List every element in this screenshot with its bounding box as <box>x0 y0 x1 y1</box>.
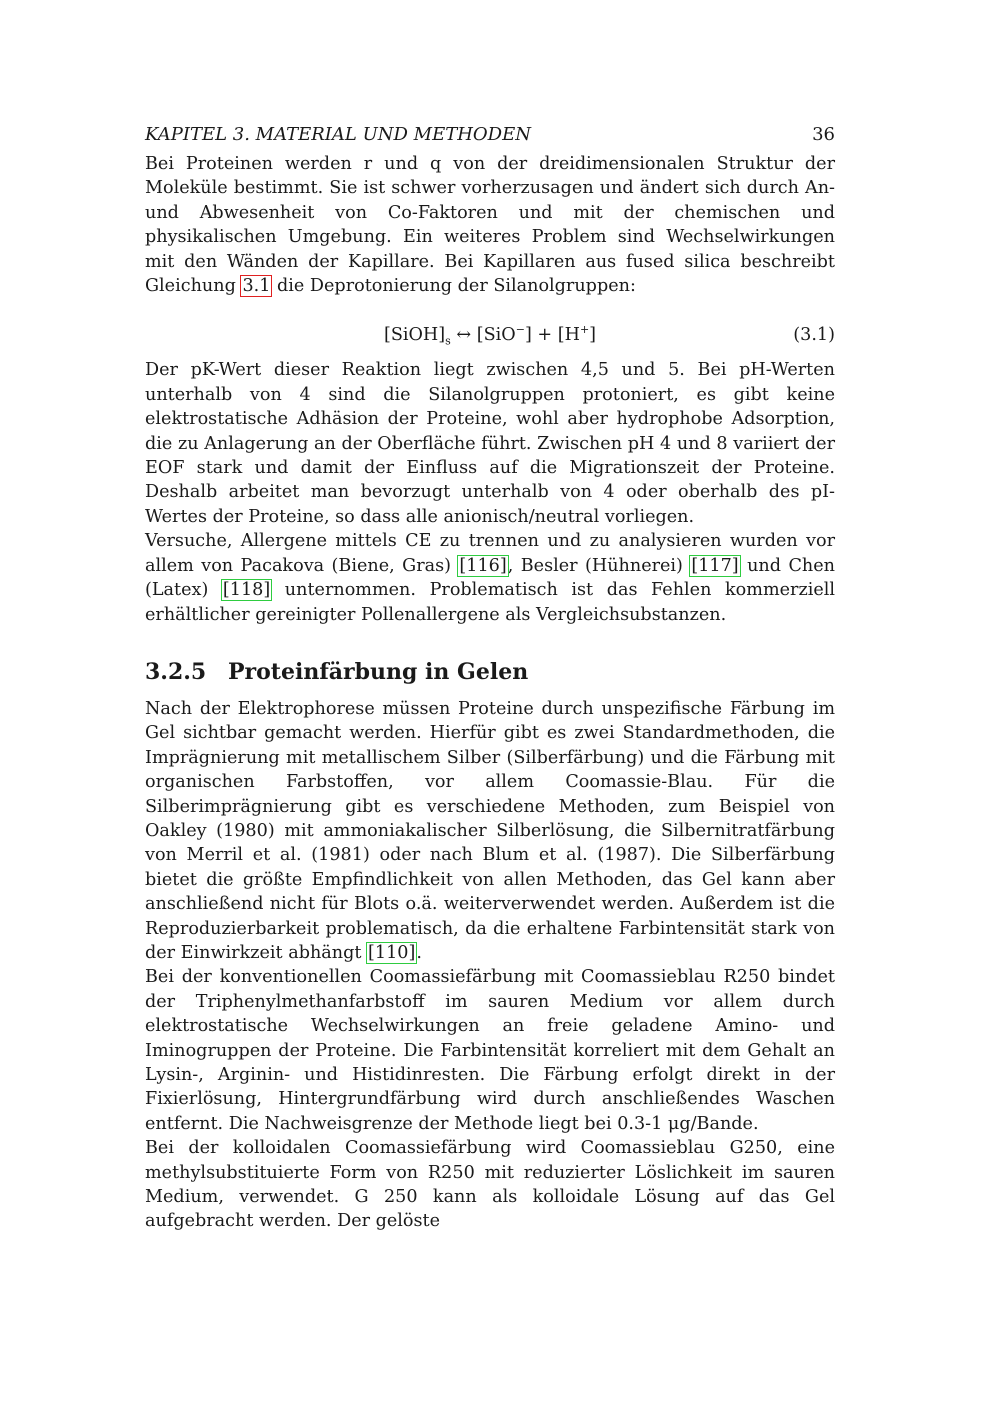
equation-3-1 <box>145 320 835 350</box>
equation-arrow: ↔ <box>450 325 477 346</box>
paragraph-text: und Chen (Latex) <box>145 555 835 601</box>
equation-formula <box>145 320 835 350</box>
equation-term: [SiO <box>476 325 516 346</box>
equation-superscript: − <box>515 323 525 337</box>
paragraph-text: Bei Proteinen werden r und q von der dreidimensionalen Struktur der Moleküle bestimmt. Sie ist schwer vorherzusagen und ändert sich durch An- und Abwesenheit von Co-Faktoren und mit der chemischen und physikalischen Umgebung. Ein weiteres Problem sind Wechselwirkungen mit den Wänden der Kapillare. Bei Kapillaren aus fused silica beschreibt Gleichung <box>145 154 835 297</box>
paragraph-text: , Besler (Hühnerei) <box>507 555 691 576</box>
paragraph-text: . <box>416 942 422 963</box>
paragraph-text: die Deprotonierung der Silanolgruppen: <box>271 276 636 297</box>
equation-subscript: s <box>445 334 451 348</box>
citation-link-117[interactable]: [117] <box>691 555 739 576</box>
running-header <box>145 118 835 152</box>
paragraph-staining-methods <box>145 697 835 965</box>
paragraph-text: Versuche, Allergene mittels CE zu trennen und zu analysieren wurden vor allem von Pacakova (Biene, Gras) <box>145 531 835 576</box>
section-title: Proteinfärbung in Gelen <box>228 658 529 685</box>
equation-lhs: [SiOH] <box>383 325 446 346</box>
paragraph-text: Nach der Elektrophorese müssen Proteine durch unspezifische Färbung im Gel sichtbar gemacht werden. Hierfür gibt es zwei Standardmethoden, die Imprägnierung mit metallischem Silber (Silberfärbung) und die Färbung mit organischen Farbstoffen, vor allem Coomassie-Blau. Für die Silberimprägnierung gibt es verschiedene Methoden, zum Beispiel von Oakley (1980) mit ammoniakalischer Silberlösung, die Silbernitratfärbung von Merril et al. (1981) oder nach Blum et al. (1987). Die Silberfärbung bietet die größte Empfindlichkeit von allen Methoden, das Gel kann aber anschließend nicht für Blots o.ä. weiterverwendet werden. Außerdem ist die Reproduzierbarkeit problematisch, da die erhaltene Farbintensität stark von der Einwirkzeit abhängt <box>145 698 835 963</box>
equation-reference-link[interactable]: 3.1 <box>242 276 271 297</box>
paragraph-protein-structure <box>145 152 835 298</box>
equation-superscript: + <box>579 323 590 337</box>
equation-term: ] + [H <box>524 325 580 346</box>
paragraph-coomassie-conventional: Bei der konventionellen Coomassiefärbung mit Coomassieblau R250 bindet der Triphenylmethanfarbstoff im sauren Medium vor allem durch elektrostatische Wechselwirkungen an freie geladene Amino- und Iminogruppen der Proteine. Die Farbintensität korreliert mit dem Gehalt an Lysin-, Arginin- und Histidinresten. Die Färbung erfolgt direkt in der Fixierlösung, Hintergrundfärbung wird durch anschließendes Waschen entfernt. Die Nachweisgrenze der Methode liegt bei 0.3-1 μg/Bande. <box>145 967 835 1134</box>
equation-number: (3.1) <box>793 325 835 346</box>
section-number: 3.2.5 <box>145 658 207 685</box>
citation-link-110[interactable]: [110] <box>368 942 416 963</box>
paragraph-allergen-ce <box>145 529 835 627</box>
page-number: 36 <box>812 124 835 145</box>
document-page <box>145 118 835 1234</box>
section-heading <box>145 657 835 687</box>
citation-link-116[interactable]: [116] <box>459 555 507 576</box>
paragraph-text: unternommen. Problematisch ist das Fehlen kommerziell erhältlicher gereinigter Pollenallergene als Vergleichsubstanzen. <box>145 580 836 625</box>
paragraph-pk-value: Der pK-Wert dieser Reaktion liegt zwischen 4,5 und 5. Bei pH-Werten unterhalb von 4 sind die Silanolgruppen protoniert, es gibt keine elektrostatische Adhäsion der Proteine, wohl aber hydrophobe Adsorption, die zu Anlagerung an der Oberfläche führt. Zwischen pH 4 und 8 variiert der EOF stark und damit der Einfluss auf die Migrationszeit der Proteine. Deshalb arbeitet man bevorzugt unterhalb von 4 oder oberhalb des pI-Wertes der Proteine, so dass alle anionisch/neutral vorliegen. <box>145 360 835 527</box>
paragraph-coomassie-colloidal: Bei der kolloidalen Coomassiefärbung wird Coomassieblau G250, eine methylsubstituierte Form von R250 mit reduzierter Löslichkeit im sauren Medium, verwendet. G 250 kann als kolloidale Lösung auf das Gel aufgebracht werden. Der gelöste <box>145 1138 835 1232</box>
citation-link-118[interactable]: [118] <box>222 580 271 601</box>
equation-term: ] <box>589 325 597 346</box>
chapter-title: KAPITEL 3. MATERIAL UND METHODEN <box>145 124 532 145</box>
